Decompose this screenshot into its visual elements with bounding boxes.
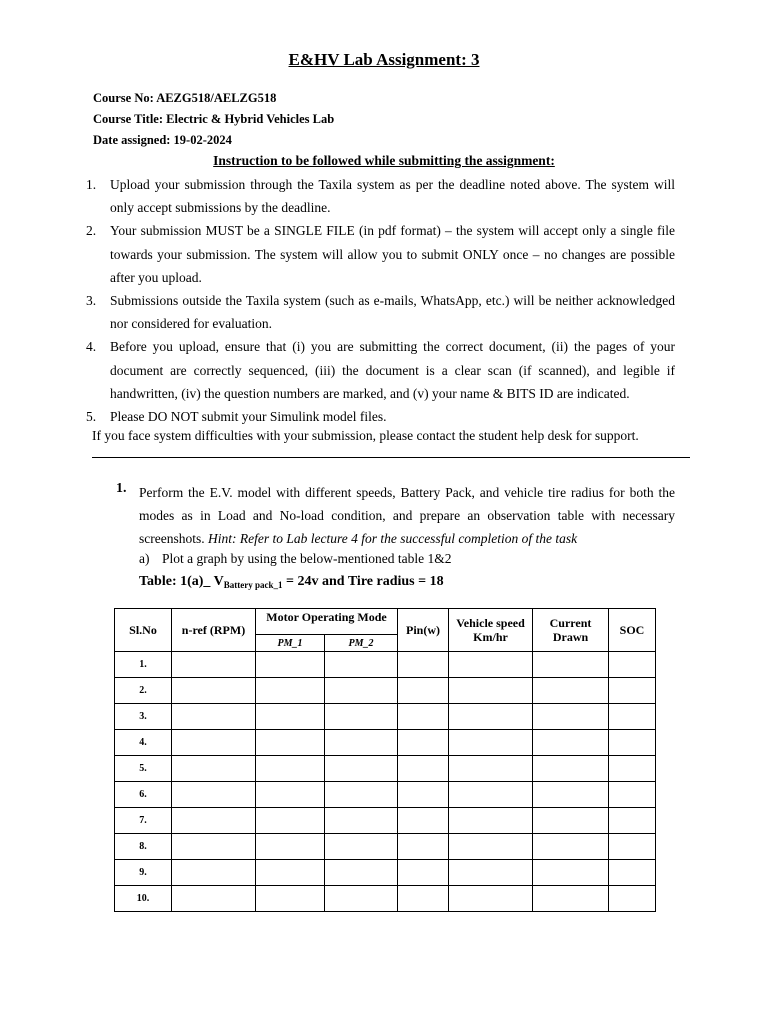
row-number: 10.	[115, 886, 172, 912]
header-sl-no: Sl.No	[115, 609, 172, 652]
table-cell	[609, 756, 656, 782]
table-cell	[449, 730, 533, 756]
table-cell	[449, 782, 533, 808]
table-cell	[398, 782, 449, 808]
table-cell	[256, 886, 325, 912]
table-row	[115, 704, 656, 730]
table-cell	[325, 652, 398, 678]
table-cell	[449, 756, 533, 782]
table-row	[115, 860, 656, 886]
table-cell	[172, 756, 256, 782]
table-cell	[449, 860, 533, 886]
table-row	[115, 886, 656, 912]
question-hint: Hint: Refer to Lab lecture 4 for the successful completion of the task	[207, 531, 578, 547]
table-cell	[172, 678, 256, 704]
instruction-item	[86, 335, 675, 405]
table-cell	[609, 886, 656, 912]
table-row	[115, 756, 656, 782]
table-cell	[172, 730, 256, 756]
table-cell	[256, 860, 325, 886]
table-cell	[256, 834, 325, 860]
instruction-item	[86, 173, 675, 219]
table-cell	[325, 782, 398, 808]
table-cell	[398, 886, 449, 912]
section-divider	[92, 457, 690, 458]
instruction-text: Submissions outside the Taxila system (such as e-mails, WhatsApp, etc.) will be neither acknowledged nor considered for evaluation.	[110, 293, 675, 332]
row-number: 1.	[115, 652, 172, 678]
header-pm2: PM_2	[325, 635, 398, 652]
table-cell	[172, 782, 256, 808]
table-cell	[533, 730, 609, 756]
table-cell	[398, 834, 449, 860]
table-cell	[609, 782, 656, 808]
observation-table	[114, 608, 656, 912]
question-body: Perform the E.V. model with different speeds, Battery Pack, and vehicle tire radius for both the modes as in Load and No-load condition, and prepare an observation table with necessary screenshots.	[139, 485, 675, 547]
header-soc: SOC	[609, 609, 656, 652]
course-title: Course Title: Electric & Hybrid Vehicles Lab	[93, 112, 335, 126]
table-title	[139, 574, 444, 590]
table-cell	[609, 834, 656, 860]
instruction-text: Please DO NOT submit your Simulink model files.	[110, 409, 387, 425]
table-cell	[449, 886, 533, 912]
row-number: 4.	[115, 730, 172, 756]
header-n-ref: n-ref (RPM)	[172, 609, 256, 652]
row-number: 8.	[115, 834, 172, 860]
table-cell	[325, 678, 398, 704]
instruction-item	[86, 405, 675, 428]
instruction-item	[86, 219, 675, 289]
course-number: Course No: AEZG518/AELZG518	[93, 91, 277, 105]
table-cell	[398, 678, 449, 704]
table-cell	[533, 782, 609, 808]
instruction-number: 5.	[86, 409, 97, 425]
header-pin: Pin(w)	[398, 609, 449, 652]
table-cell	[325, 730, 398, 756]
date-assigned: Date assigned: 19-02-2024	[93, 133, 232, 147]
table-cell	[449, 678, 533, 704]
table-cell	[533, 886, 609, 912]
table-cell	[533, 704, 609, 730]
table-row	[115, 808, 656, 834]
header-motor-mode: Motor Operating Mode	[256, 609, 398, 635]
support-note: If you face system difficulties with your submission, please contact the student help desk for support.	[92, 428, 639, 443]
table-cell	[533, 678, 609, 704]
table-cell	[533, 652, 609, 678]
table-cell	[609, 808, 656, 834]
table-row	[115, 652, 656, 678]
table-cell	[172, 886, 256, 912]
row-number: 2.	[115, 678, 172, 704]
table-cell	[609, 730, 656, 756]
table-cell	[609, 678, 656, 704]
sub-question	[139, 551, 451, 567]
row-number: 9.	[115, 860, 172, 886]
instruction-number: 1.	[86, 177, 97, 192]
table-cell	[325, 860, 398, 886]
header-pm1: PM_1	[256, 635, 325, 652]
header-vehicle-speed: Vehicle speed Km/hr	[449, 609, 533, 652]
table-cell	[449, 652, 533, 678]
table-cell	[449, 834, 533, 860]
table-cell	[325, 704, 398, 730]
assignment-title: E&HV Lab Assignment: 3	[288, 50, 480, 69]
table-cell	[609, 704, 656, 730]
table-row	[115, 730, 656, 756]
table-cell	[256, 678, 325, 704]
table-cell	[398, 756, 449, 782]
table-cell	[398, 704, 449, 730]
table-cell	[256, 652, 325, 678]
table-cell	[398, 860, 449, 886]
table-cell	[256, 808, 325, 834]
table-cell	[398, 652, 449, 678]
table-cell	[398, 808, 449, 834]
row-number: 5.	[115, 756, 172, 782]
table-cell	[449, 808, 533, 834]
table-row	[115, 834, 656, 860]
table-row	[115, 782, 656, 808]
table-title-suffix: = 24v and Tire radius = 18	[282, 574, 444, 589]
table-cell	[325, 886, 398, 912]
sub-question-label: a)	[139, 551, 150, 566]
table-cell	[325, 756, 398, 782]
table-title-subscript: Battery pack_1	[223, 580, 283, 590]
table-cell	[325, 834, 398, 860]
row-number: 6.	[115, 782, 172, 808]
question-text	[139, 481, 675, 551]
sub-question-text: Plot a graph by using the below-mentioned table 1&2	[162, 551, 452, 566]
instruction-text: Upload your submission through the Taxila system as per the deadline noted above. The system will only accept submissions by the deadline.	[110, 177, 675, 216]
table-cell	[172, 860, 256, 886]
instruction-number: 3.	[86, 293, 97, 309]
question-number: 1.	[116, 481, 127, 496]
table-cell	[172, 834, 256, 860]
table-cell	[398, 730, 449, 756]
header-current-drawn: Current Drawn	[533, 609, 609, 652]
instruction-list	[86, 173, 675, 428]
instruction-item	[86, 289, 675, 335]
table-cell	[172, 808, 256, 834]
table-cell	[256, 782, 325, 808]
row-number: 7.	[115, 808, 172, 834]
table-cell	[172, 704, 256, 730]
table-cell	[449, 704, 533, 730]
table-cell	[533, 860, 609, 886]
instruction-text: Your submission MUST be a SINGLE FILE (in pdf format) – the system will accept only a single file towards your submission. The system will allow you to submit ONLY once – no changes are possible after you upload.	[110, 223, 675, 285]
instruction-heading: Instruction to be followed while submitting the assignment:	[213, 153, 555, 168]
instruction-text: Before you upload, ensure that (i) you are submitting the correct document, (ii) the pages of your document are correctly sequenced, (iii) the document is a clear scan (if scanned), and legible if handwritten, (iv) the question numbers are marked, and (v) your name & BITS ID are indicated.	[110, 339, 675, 401]
table-title-prefix: Table: 1(a)_ V	[139, 574, 224, 589]
table-cell	[256, 756, 325, 782]
instruction-number: 4.	[86, 339, 97, 355]
row-number: 3.	[115, 704, 172, 730]
instruction-number: 2.	[86, 223, 97, 239]
table-cell	[533, 834, 609, 860]
table-cell	[533, 808, 609, 834]
table-cell	[533, 756, 609, 782]
table-cell	[325, 808, 398, 834]
table-cell	[172, 652, 256, 678]
table-cell	[609, 860, 656, 886]
table-cell	[609, 652, 656, 678]
table-cell	[256, 730, 325, 756]
table-row	[115, 678, 656, 704]
table-cell	[256, 704, 325, 730]
